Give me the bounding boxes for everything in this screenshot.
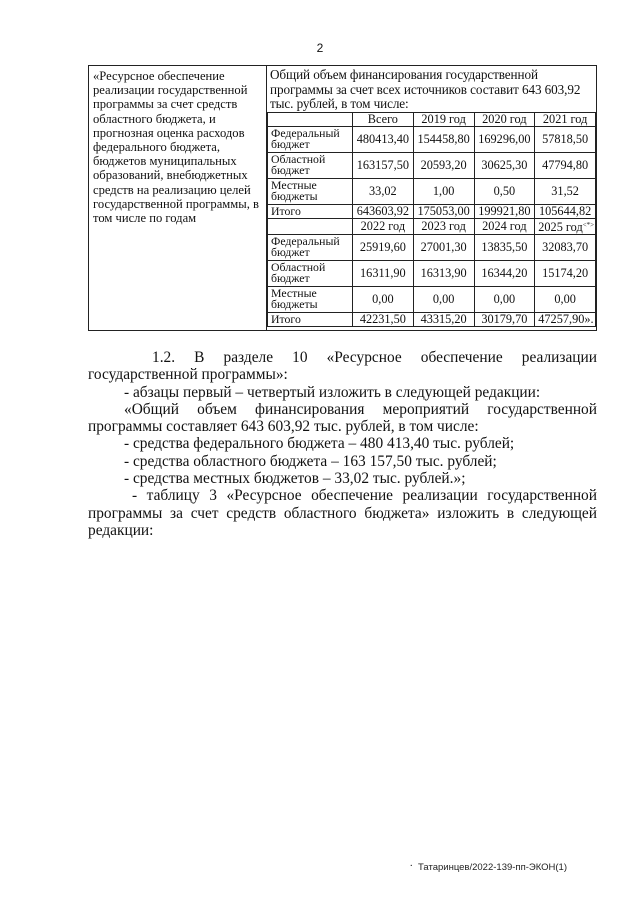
footnote-marker: <*>: [582, 220, 595, 229]
table-cell: 25919,60: [353, 234, 414, 260]
table-header-row: [268, 218, 596, 234]
table-cell: 15174,20: [535, 260, 596, 286]
table-cell: 20593,20: [413, 152, 474, 178]
table-row: [268, 260, 596, 286]
row-label: Местные бюджеты: [268, 178, 353, 204]
row-label: Федеральный бюджет: [268, 126, 353, 152]
header-blank-cell: [268, 218, 353, 234]
column-header: 2025 год<*>: [535, 218, 596, 234]
table-cell: 32083,70: [535, 234, 596, 260]
table-cell: 1,00: [413, 178, 474, 204]
table-cell: 0,00: [413, 286, 474, 312]
table-cell: 0,50: [474, 178, 535, 204]
table-cell: 169296,00: [474, 126, 535, 152]
table-cell: 163157,50: [353, 152, 414, 178]
column-header: 2021 год: [535, 112, 596, 126]
table-row: [268, 312, 596, 326]
table-cell: 175053,00: [413, 204, 474, 218]
table-row: [268, 204, 596, 218]
table-cell: 57818,50: [535, 126, 596, 152]
table-cell: 33,02: [353, 178, 414, 204]
table-cell: 43315,20: [413, 312, 474, 326]
table-cell: 16344,20: [474, 260, 535, 286]
resource-table: [88, 65, 597, 331]
column-header: 2022 год: [353, 218, 414, 234]
table-row: [268, 152, 596, 178]
page-number: 2: [316, 41, 324, 55]
paragraph: «Общий объем финансирования мероприятий государственной программы составляет 643 603,92 тыс. рублей, в том числе:: [88, 400, 597, 436]
table-header-row: [268, 112, 596, 126]
table-cell: 27001,30: [413, 234, 474, 260]
table-cell: 30625,30: [474, 152, 535, 178]
document-body: [88, 349, 597, 539]
row-label: Итого: [268, 204, 353, 218]
table-left-cell: «Ресурсное обеспечение реализации государственной программы за счет средств областного бюджета, и прогнозная оценка расходов федерального бюджета, бюджетов муниципальных образований, внебюджетных средств на реализацию целей государственной программы, в том числе по годам: [89, 66, 267, 331]
table-row: [268, 234, 596, 260]
document-code: Татаринцев/2022-139-пп-ЭКОН(1): [418, 862, 567, 873]
table-cell: 31,52: [535, 178, 596, 204]
table-cell: 0,00: [474, 286, 535, 312]
row-label: Областной бюджет: [268, 152, 353, 178]
column-header: 2020 год: [474, 112, 535, 126]
table-cell: 0,00: [535, 286, 596, 312]
table-cell: 480413,40: [353, 126, 414, 152]
table-cell: 16311,90: [353, 260, 414, 286]
row-label: Местные бюджеты: [268, 286, 353, 312]
table-cell: 47257,90».: [535, 312, 596, 326]
table-row: [268, 286, 596, 312]
table-row: [268, 178, 596, 204]
table-cell: 199921,80: [474, 204, 535, 218]
financing-intro: Общий объем финансирования государственной программы за счет всех источников составит 643 603,92 тыс. рублей, в том числе:: [270, 67, 581, 111]
list-item: - средства областного бюджета – 163 157,50 тыс. рублей;: [124, 452, 497, 470]
list-item: - средства местных бюджетов – 33,02 тыс. рублей.»;: [124, 470, 466, 488]
paragraph: - таблицу 3 «Ресурсное обеспечение реализации государственной программы за счет средств областного бюджета» изложить в следующей редакции:: [88, 487, 597, 539]
column-header: 2023 год: [413, 218, 474, 234]
column-header: 2019 год: [413, 112, 474, 126]
table-cell: 13835,50: [474, 234, 535, 260]
financing-table: [267, 112, 596, 327]
table-cell: 643603,92: [353, 204, 414, 218]
row-label: Итого: [268, 312, 353, 326]
table-cell: 47794,80: [535, 152, 596, 178]
table-cell: 154458,80: [413, 126, 474, 152]
table-cell: 42231,50: [353, 312, 414, 326]
column-header: Всего: [353, 112, 414, 126]
table-cell: 0,00: [353, 286, 414, 312]
row-label: Федеральный бюджет: [268, 234, 353, 260]
paragraph: 1.2. В разделе 10 «Ресурсное обеспечение реализации государственной программы»:: [88, 349, 597, 384]
table-cell: 30179,70: [474, 312, 535, 326]
table-cell: 105644,82: [535, 204, 596, 218]
header-blank-cell: [268, 112, 353, 126]
table-cell: 16313,90: [413, 260, 474, 286]
column-header: 2024 год: [474, 218, 535, 234]
row-label: Областной бюджет: [268, 260, 353, 286]
paragraph: - абзацы первый – четвертый изложить в следующей редакции:: [124, 383, 541, 401]
footer-dot: .: [410, 858, 413, 869]
table-right-cell: [267, 66, 597, 331]
list-item: - средства федерального бюджета – 480 413,40 тыс. рублей;: [124, 435, 515, 453]
table-row: [268, 126, 596, 152]
